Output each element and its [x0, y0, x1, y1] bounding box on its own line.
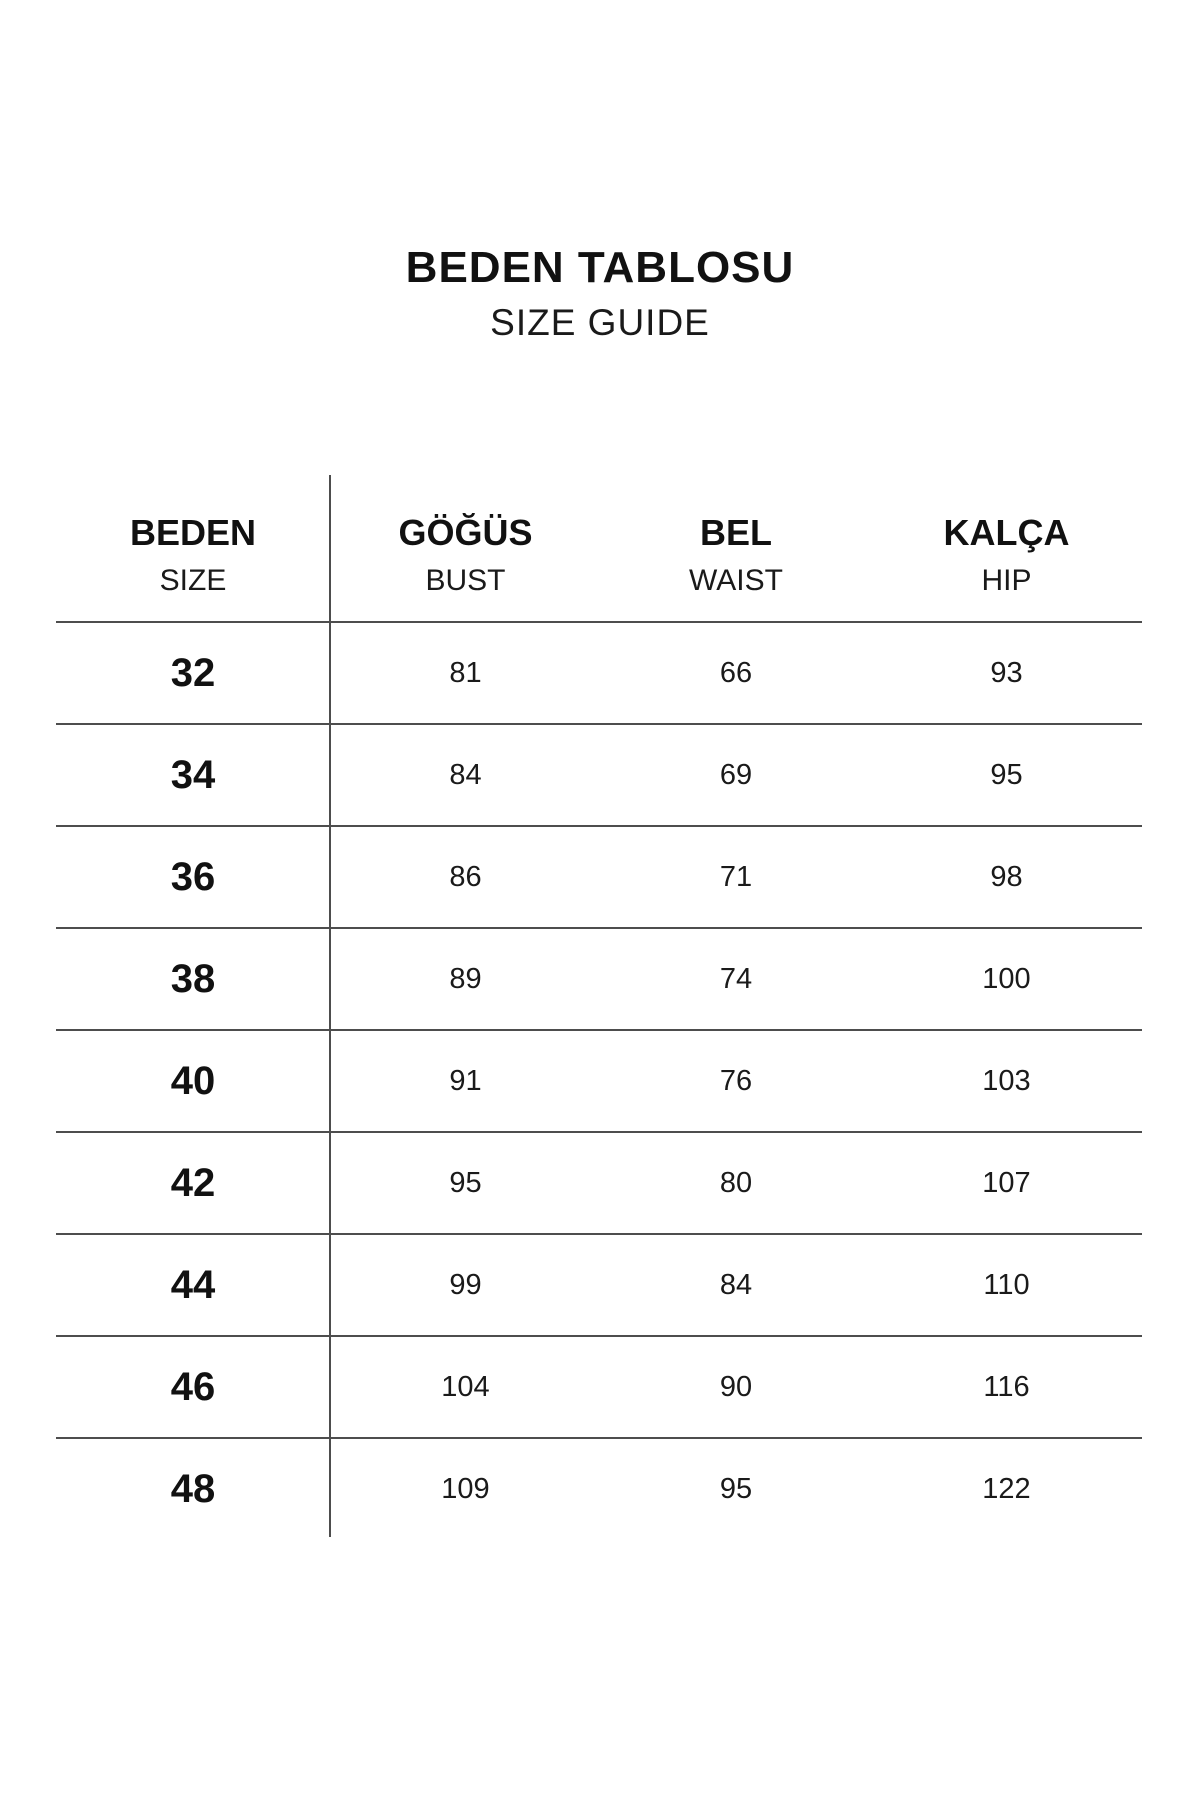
table-row	[56, 1233, 1142, 1335]
table-row	[56, 1029, 1142, 1131]
table-row	[56, 723, 1142, 825]
size-cell: 44	[170, 1262, 216, 1307]
page-title: BEDEN TABLOSU	[405, 243, 795, 292]
size-cell: 48	[170, 1466, 216, 1511]
table-row	[56, 1437, 1142, 1539]
bust-value-cell: 86	[449, 860, 482, 893]
size-cell: 34	[170, 752, 216, 797]
hip-value-cell: 122	[982, 1472, 1031, 1505]
header-label-en: SIZE	[159, 564, 227, 598]
waist-value-cell: 76	[719, 1064, 753, 1097]
bust-value-cell: 99	[449, 1268, 482, 1301]
hip-value-cell: 93	[990, 656, 1023, 689]
table-body	[56, 621, 1142, 1539]
table-header-row	[56, 475, 1142, 621]
header-label-en: WAIST	[689, 564, 783, 598]
header-label-en: HIP	[981, 564, 1032, 598]
waist-value-cell: 90	[719, 1370, 753, 1403]
table-row	[56, 927, 1142, 1029]
bust-value-cell: 95	[449, 1166, 482, 1199]
table-row	[56, 1131, 1142, 1233]
bust-value-cell: 89	[449, 962, 482, 995]
waist-value-cell: 80	[719, 1166, 753, 1199]
bust-value-cell: 91	[449, 1064, 482, 1097]
bust-value-cell: 109	[441, 1472, 490, 1505]
hip-value-cell: 98	[990, 860, 1023, 893]
waist-value-cell: 66	[719, 656, 753, 689]
bust-value-cell: 84	[449, 758, 482, 791]
size-cell: 36	[170, 854, 216, 899]
bust-value-cell: 81	[449, 656, 482, 689]
size-cell: 46	[170, 1364, 216, 1409]
header-cell-hip	[871, 475, 1142, 621]
hip-value-cell: 107	[982, 1166, 1031, 1199]
hip-value-cell: 110	[983, 1268, 1030, 1301]
table-row	[56, 1335, 1142, 1437]
header-cell-waist	[601, 475, 871, 621]
waist-value-cell: 69	[719, 758, 753, 791]
header-label-tr: KALÇA	[943, 511, 1070, 553]
hip-value-cell: 116	[983, 1370, 1030, 1403]
header-label-tr: GÖĞÜS	[398, 511, 533, 553]
size-cell: 42	[170, 1160, 216, 1205]
waist-value-cell: 74	[719, 962, 753, 995]
column-divider-line	[329, 475, 331, 1537]
size-cell: 38	[170, 956, 216, 1001]
page-subtitle: SIZE GUIDE	[490, 302, 710, 343]
header-cell-bust	[330, 475, 601, 621]
table-row	[56, 621, 1142, 723]
header-label-en: BUST	[425, 564, 506, 598]
bust-value-cell: 104	[441, 1370, 490, 1403]
hip-value-cell: 103	[982, 1064, 1031, 1097]
table-row	[56, 825, 1142, 927]
hip-value-cell: 100	[982, 962, 1031, 995]
size-cell: 40	[170, 1058, 216, 1103]
size-table	[56, 475, 1142, 1539]
waist-value-cell: 95	[719, 1472, 753, 1505]
hip-value-cell: 95	[990, 758, 1023, 791]
size-cell: 32	[170, 650, 216, 695]
header-label-tr: BEDEN	[129, 511, 257, 553]
header-cell-size	[56, 475, 330, 621]
waist-value-cell: 71	[719, 860, 753, 893]
header-label-tr: BEL	[700, 511, 772, 553]
waist-value-cell: 84	[719, 1268, 753, 1301]
